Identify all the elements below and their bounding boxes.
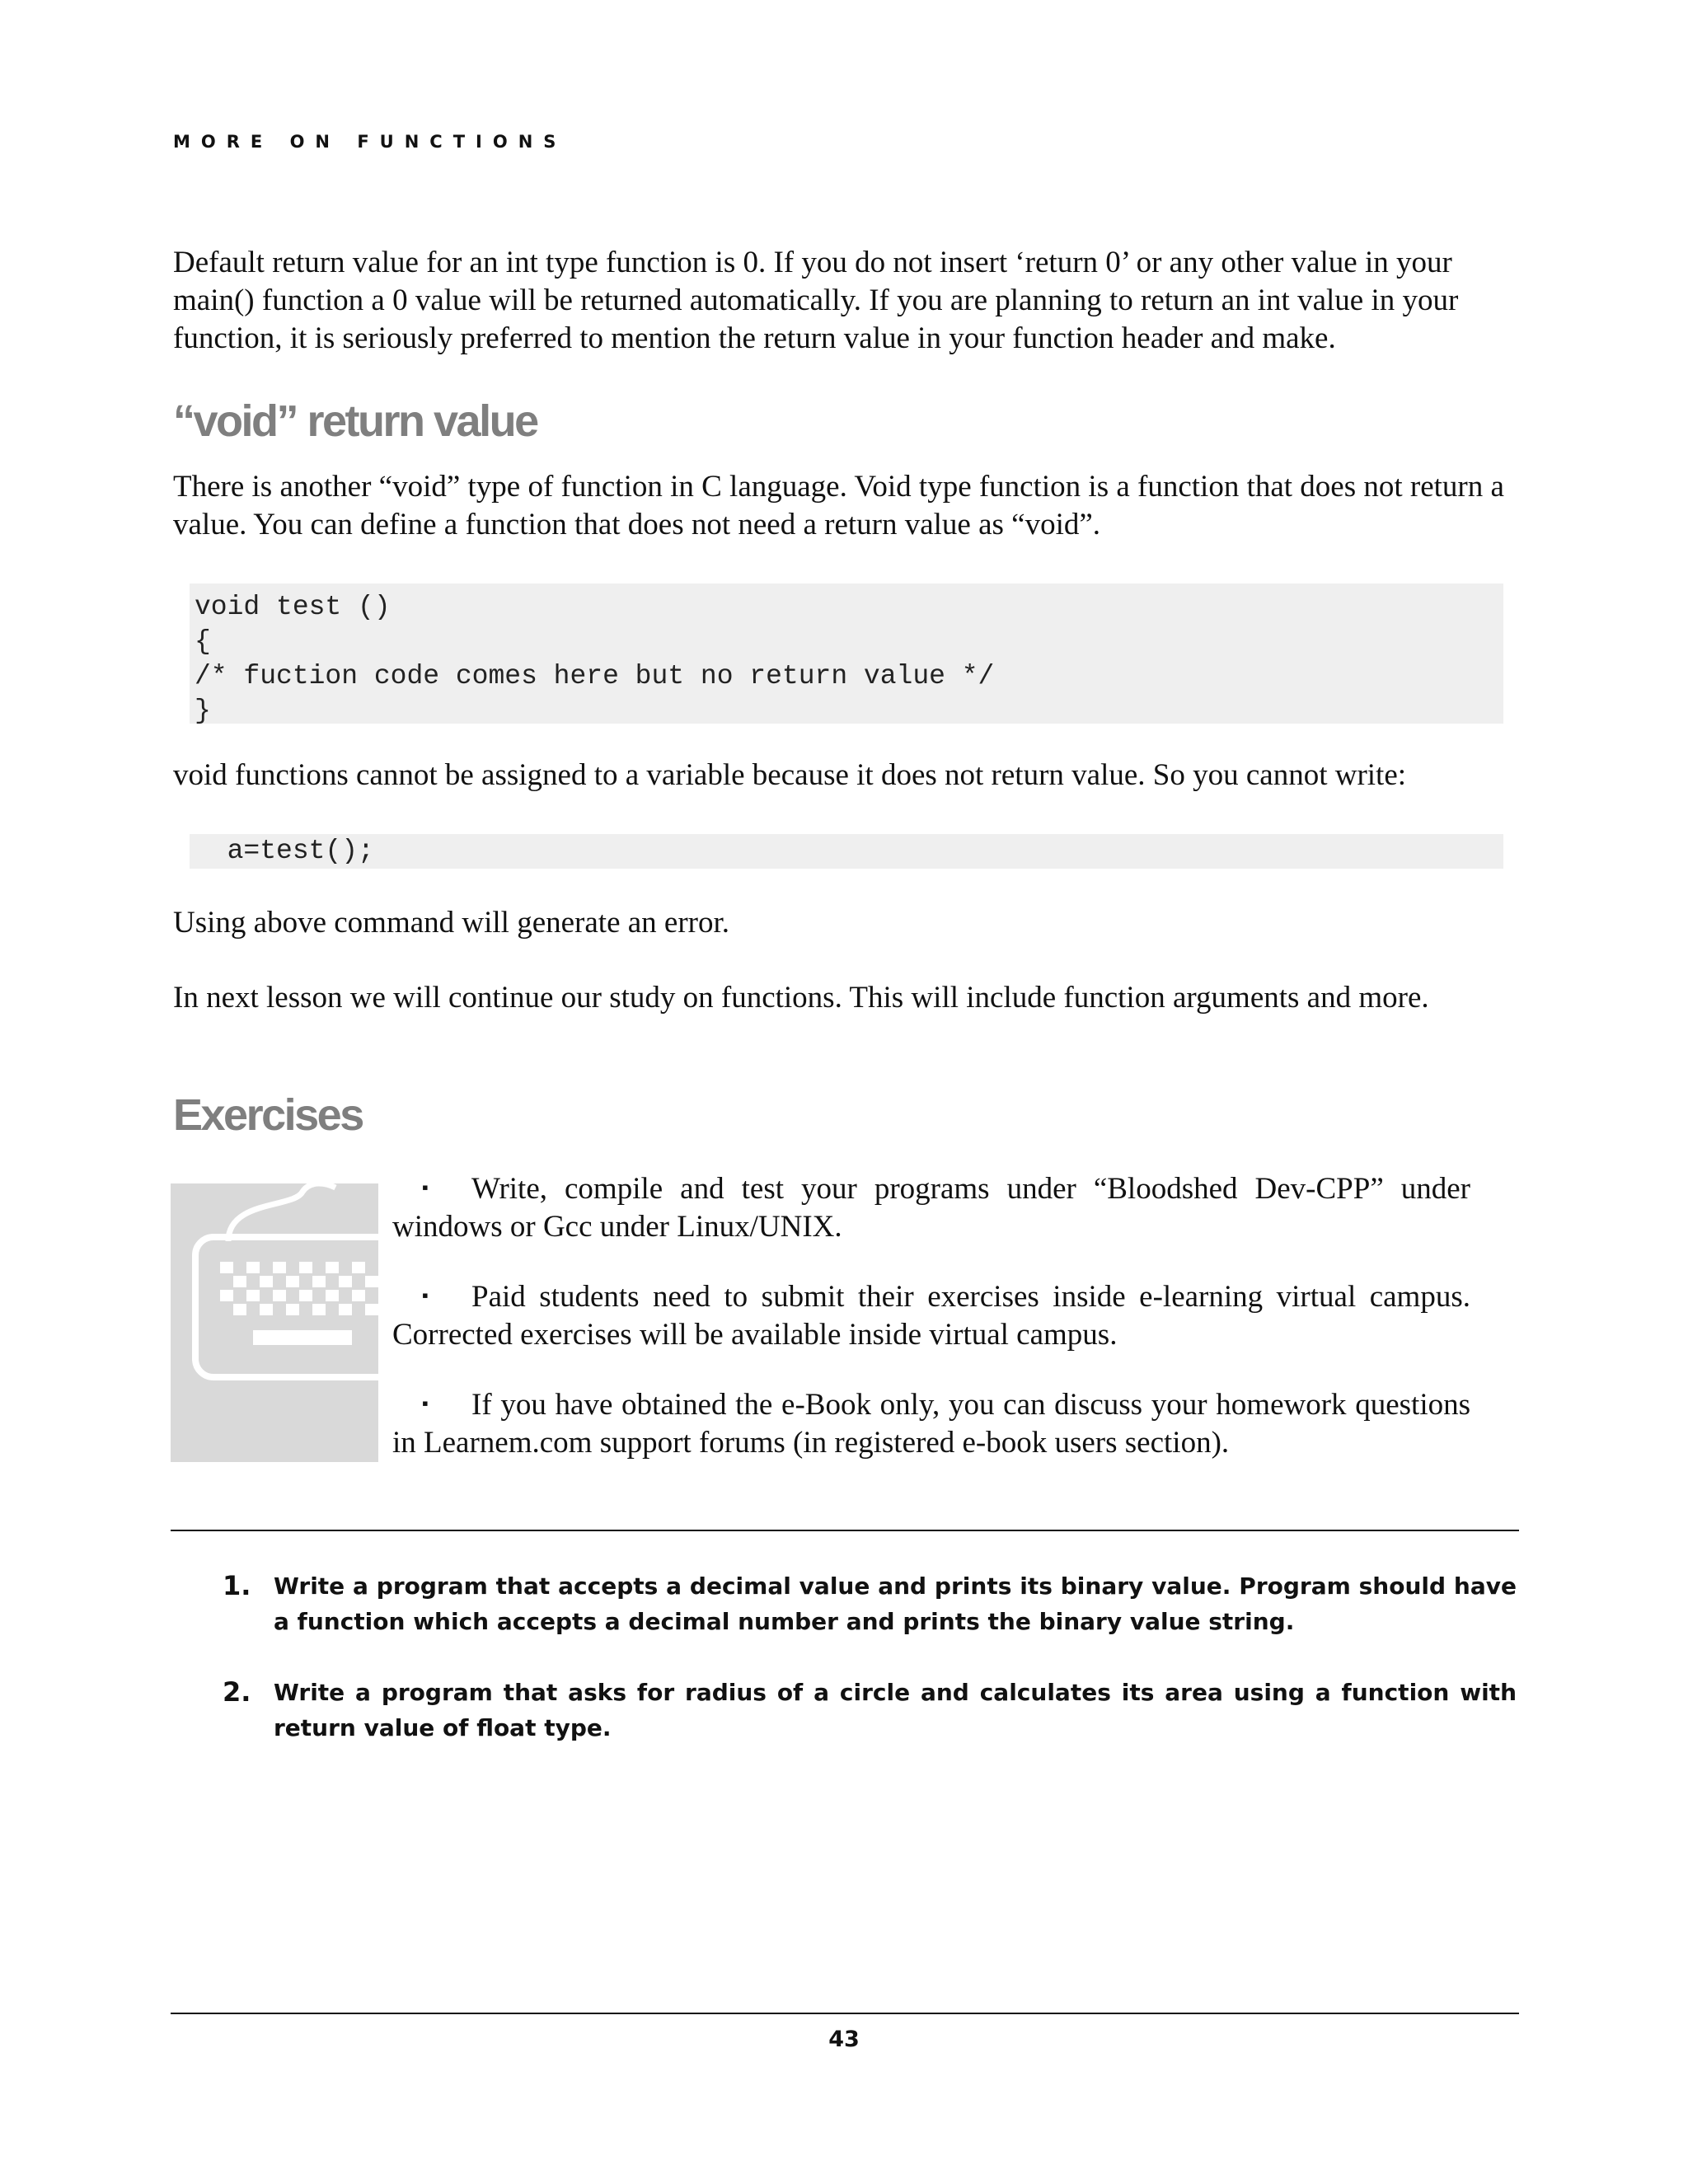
page-number: 43 xyxy=(828,2027,860,2052)
question-text: Write a program that accepts a decimal value and prints its binary value. Program should have a function which accepts a decimal number and prints the binary value string. xyxy=(274,1572,1517,1635)
error-note-paragraph: Using above command will generate an error. xyxy=(173,906,730,940)
question-number: 1. xyxy=(223,1570,251,1601)
question-1 xyxy=(223,1568,1517,1639)
bullet-icon: ▪ xyxy=(422,1177,429,1197)
void-intro-paragraph: There is another “void” type of function in C language. Void type function is a function that does not return a value. You can define a function that does not need a return value as “void”. xyxy=(173,470,1504,541)
exercises-divider xyxy=(171,1530,1519,1531)
bullet-icon: ▪ xyxy=(422,1285,429,1305)
bullet-text: Write, compile and test your programs under “Bloodshed Dev-CPP” under windows or Gcc under Linux/UNIX. xyxy=(392,1172,1470,1244)
question-number: 2. xyxy=(223,1676,251,1708)
intro-paragraph: Default return value for an int type function is 0. If you do not insert ‘return 0’ or any other value in your main() function a 0 value will be returned automatically. If you are planning to return an int value in your function, it is seriously preferred to mention the return value in your function header and make. xyxy=(173,246,1459,355)
void-code-block xyxy=(190,583,1503,724)
keyboard-icon xyxy=(171,1183,378,1462)
void-assignment-paragraph: void functions cannot be assigned to a variable because it does not return value. So you cannot write: xyxy=(173,758,1407,792)
question-2 xyxy=(223,1675,1517,1746)
exercise-bullet-3 xyxy=(392,1385,1470,1462)
code-line: { xyxy=(195,626,211,657)
code-line: void test () xyxy=(195,592,391,622)
void-return-heading: “void” return value xyxy=(173,396,537,446)
code-line: } xyxy=(195,696,211,726)
bullet-icon: ▪ xyxy=(422,1393,429,1413)
bullet-text: Paid students need to submit their exercises inside e-learning virtual campus. Corrected exercises will be available inside virtual campus. xyxy=(392,1280,1470,1352)
running-header: MORE ON FUNCTIONS xyxy=(173,132,567,152)
exercise-bullet-2 xyxy=(392,1277,1470,1354)
question-text: Write a program that asks for radius of a circle and calculates its area using a function with return value of float type. xyxy=(274,1679,1517,1741)
code-line: a=test(); xyxy=(195,836,374,866)
code-line: /* fuction code comes here but no return value */ xyxy=(195,661,995,691)
exercise-bullet-1 xyxy=(392,1169,1470,1246)
exercises-heading: Exercises xyxy=(173,1090,363,1140)
keyboard-illustration xyxy=(171,1183,378,1462)
footer-divider xyxy=(171,2013,1519,2014)
bullet-text: If you have obtained the e-Book only, you can discuss your homework questions in Learnem.com support forums (in registered e-book users section). xyxy=(392,1388,1470,1460)
next-lesson-paragraph: In next lesson we will continue our study on functions. This will include function arguments and more. xyxy=(173,981,1429,1015)
assignment-code-block xyxy=(190,834,1503,869)
